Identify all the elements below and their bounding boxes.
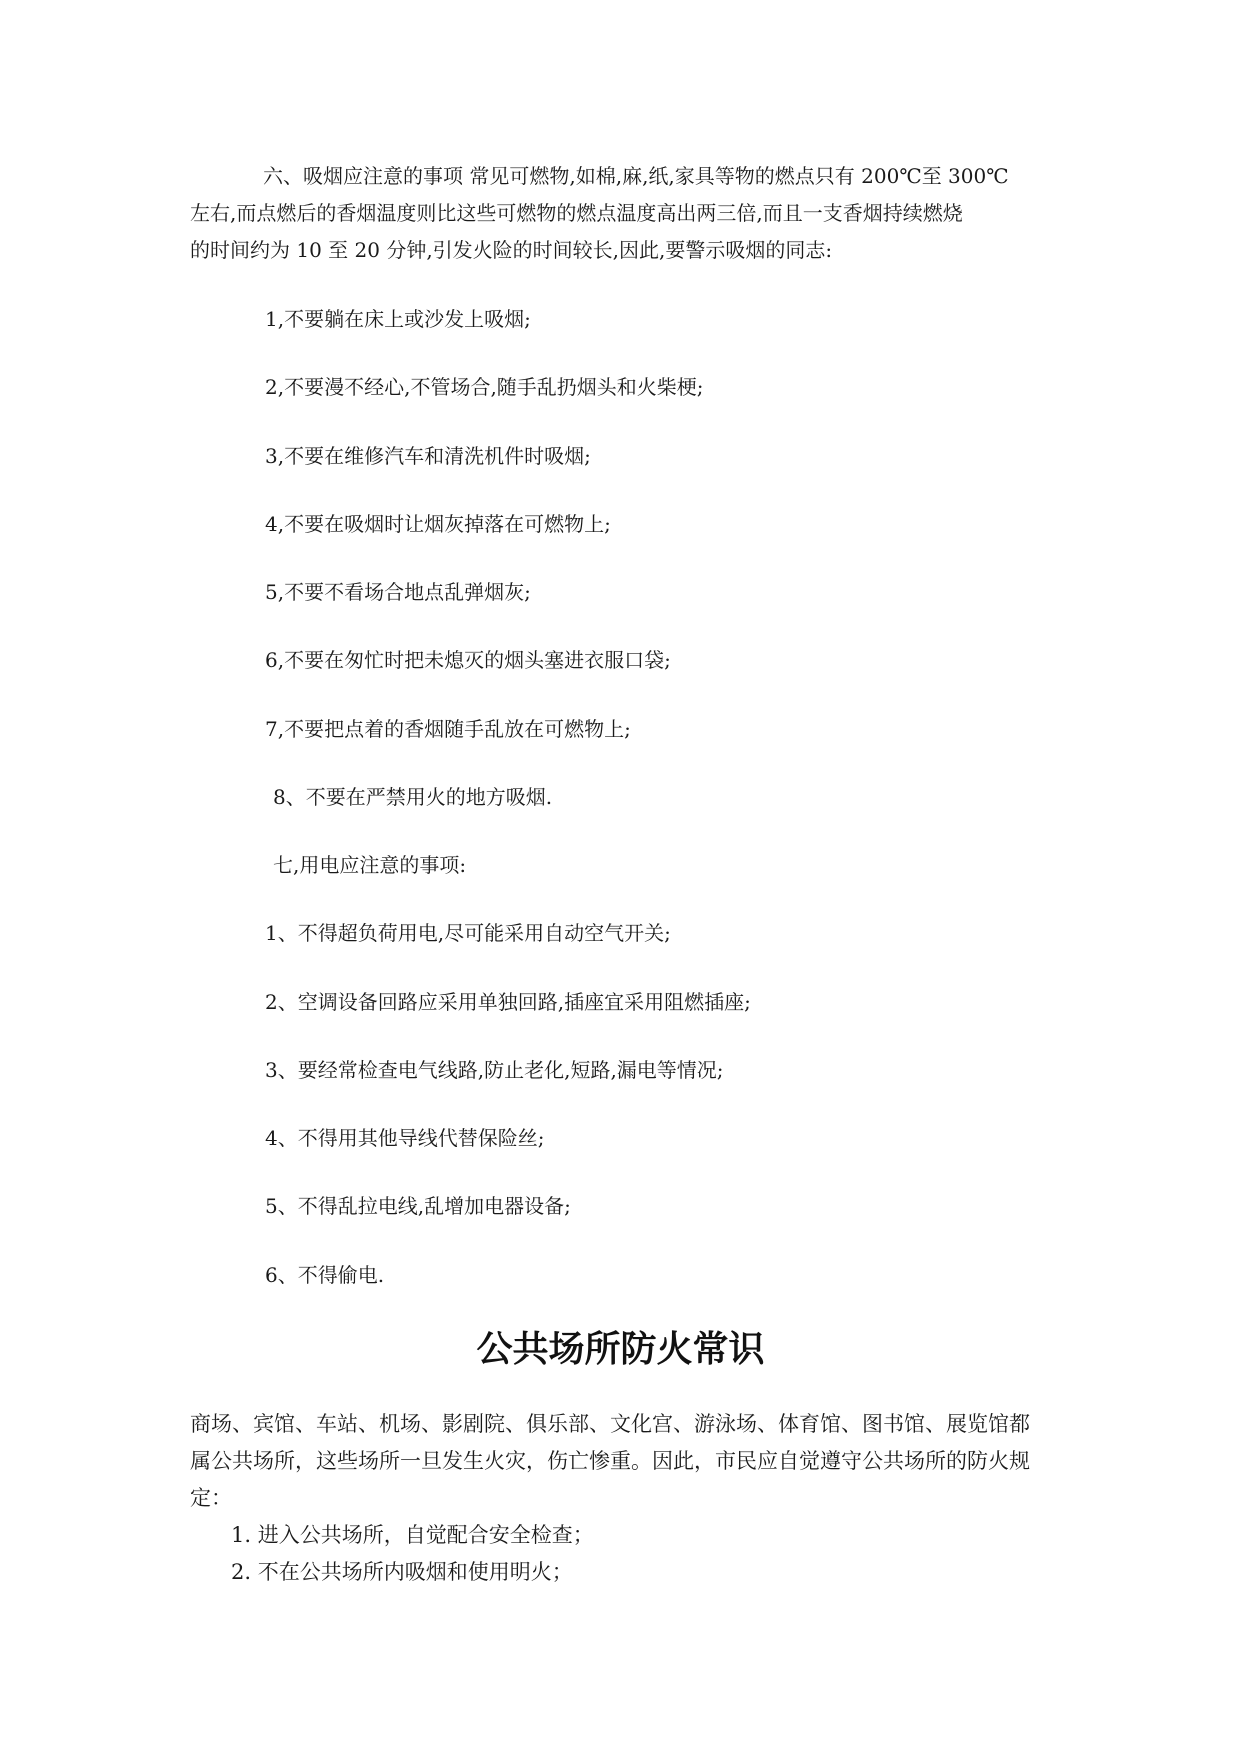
section6-intro-line-3: 的时间约为 10 至 20 分钟,引发火险的时间较长,因此,要警示吸烟的同志: [190,238,833,262]
section6-item-8: 8、不要在严禁用火的地方吸烟. [273,785,553,809]
public-places-item-2: 2. 不在公共场所内吸烟和使用明火； [231,1560,573,1584]
section7-heading: 七,用电应注意的事项: [273,853,467,877]
section6-item-3: 3,不要在维修汽车和清洗机件时吸烟; [265,444,591,468]
section7-item-5: 5、不得乱拉电线,乱增加电器设备; [265,1194,571,1218]
public-places-line-3: 定： [190,1486,232,1510]
section6-item-1: 1,不要躺在床上或沙发上吸烟; [265,307,531,331]
section7-item-4: 4、不得用其他导线代替保险丝; [265,1126,545,1150]
section6-item-7: 7,不要把点着的香烟随手乱放在可燃物上; [265,717,631,741]
section7-item-3: 3、要经常检查电气线路,防止老化,短路,漏电等情况; [265,1058,724,1082]
public-places-title: 公共场所防火常识 [476,1329,765,1370]
section7-item-6: 6、不得偷电. [265,1263,385,1287]
public-places-line-2: 属公共场所，这些场所一旦发生火灾，伤亡惨重。因此，市民应自觉遵守公共场所的防火规 [190,1449,1030,1473]
section6-intro-line-1: 六、吸烟应注意的事项 常见可燃物,如棉,麻,纸,家具等物的燃点只有 200℃至 300℃ [263,164,1009,188]
section6-intro-line-2: 左右,而点燃后的香烟温度则比这些可燃物的燃点温度高出两三倍,而且一支香烟持续燃烧 [190,201,963,225]
section7-item-2: 2、空调设备回路应采用单独回路,插座宜采用阻燃插座; [265,990,751,1014]
section6-item-4: 4,不要在吸烟时让烟灰掉落在可燃物上; [265,512,611,536]
public-places-line-1: 商场、宾馆、车站、机场、影剧院、俱乐部、文化宫、游泳场、体育馆、图书馆、展览馆都 [190,1412,1030,1436]
section6-item-6: 6,不要在匆忙时把未熄灭的烟头塞进衣服口袋; [265,648,671,672]
public-places-item-1: 1. 进入公共场所，自觉配合安全检查； [231,1523,594,1547]
section7-item-1: 1、不得超负荷用电,尽可能采用自动空气开关; [265,921,671,945]
section6-item-2: 2,不要漫不经心,不管场合,随手乱扔烟头和火柴梗; [265,375,704,399]
section6-item-5: 5,不要不看场合地点乱弹烟灰; [265,580,531,604]
